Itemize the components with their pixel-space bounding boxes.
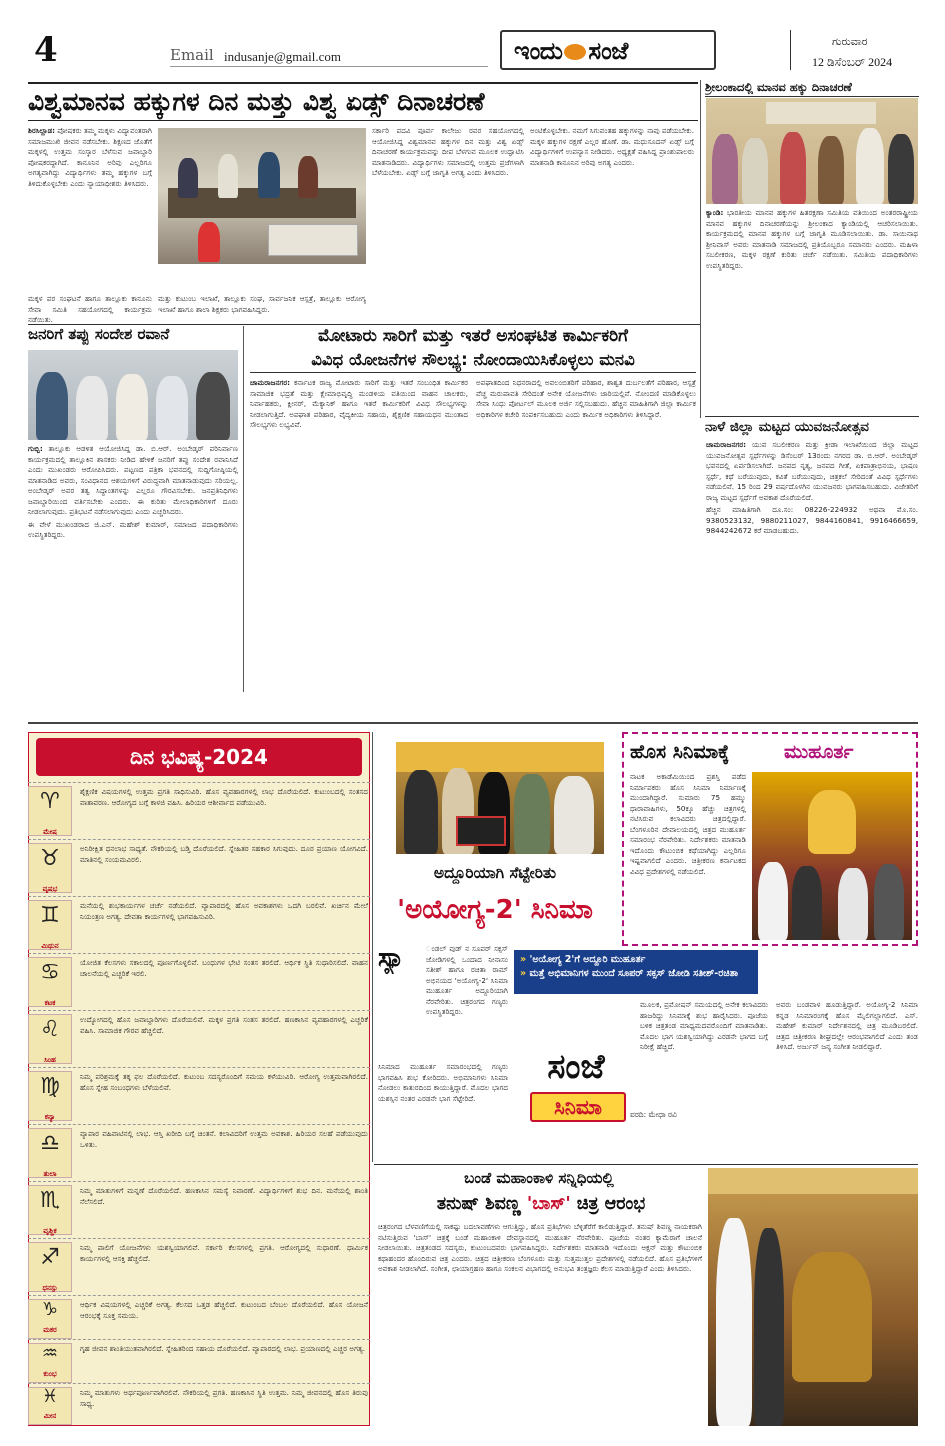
workers-dateline: ಚಾಮರಾಜನಗರ:	[250, 378, 291, 387]
workers-col1	[250, 378, 468, 692]
boss-photo	[708, 1168, 918, 1426]
col-divider-right	[700, 80, 701, 418]
page-number: 4	[34, 30, 58, 70]
ayogya-col1b: ಸಿನಿಮಾದ ಮುಹೂರ್ತ ಸಮಾರಂಭದಲ್ಲಿ ಗಣ್ಯರು ಭಾಗವಹಿಸಿ ಶುಭ ಕೋರಿದರು. ಅಭಿಮಾನಿಗಳು ಸಿನಿಮಾ ನೋಡಲು ಕಾತುರದಿಂದ ಕಾಯುತ್ತಿದ್ದಾರೆ. ಮೊದಲ ಭಾಗದ ಯಶಸ್ಸಿನ ನಂತರ ಎರಡನೇ ಭಾಗ ಸೆಟ್ಟೇರಿದೆ.	[378, 1062, 508, 1103]
srilanka-photo	[706, 98, 918, 204]
sign-name: ವೃಶ್ಚಿಕ	[43, 1227, 57, 1235]
sign-name: ಕಟಕ	[44, 999, 56, 1007]
page-mid-rule	[28, 722, 918, 724]
sign-name: ಮಿಥುನ	[41, 942, 59, 950]
ayogya-col2: ಮೂಲಕ, ಪ್ರಮೋಷನ್ ಸಮಯದಲ್ಲಿ ಅನೇಕ ಕಲಾವಿದರು ಹಾಜರಿದ್ದು ಸಿನಿಮಾಕ್ಕೆ ಶುಭ ಹಾರೈಸಿದರು. ಪೂಜೆಯ ಬಳಿಕ ಚಿತ್ರತಂಡ ಮಾಧ್ಯಮದವರೊಂದಿಗೆ ಮಾತನಾಡಿತು. ಮೊದಲ ಭಾಗ ಯಶಸ್ವಿಯಾಗಿದ್ದು ಎರಡನೇ ಭಾಗದ ಬಗ್ಗೆ ನಿರೀಕ್ಷೆ ಹೆಚ್ಚಿದೆ.	[640, 1000, 768, 1051]
newfilm-photo	[752, 772, 912, 940]
photo-banner	[766, 102, 876, 124]
sign-text: ಮನೆಯಲ್ಲಿ ಶುಭಕಾರ್ಯಗಳ ಚರ್ಚೆ ನಡೆಯಲಿದೆ. ವ್ಯಾಪಾರದಲ್ಲಿ ಹೊಸ ಅವಕಾಶಗಳು ಒದಗಿ ಬರಲಿವೆ. ಖರ್ಚಿನ ಮೇಲೆ ನಿಯಂತ್ರಣ ಅಗತ್ಯ. ದೇವತಾ ಕಾರ್ಯಗಳಲ್ಲಿ ಭಾಗವಹಿಸುವಿರಿ.	[80, 901, 368, 921]
sign-name: ತುಲಾ	[43, 1170, 57, 1178]
sign-row-4	[28, 1010, 370, 1067]
workers-headline-2: ವಿವಿಧ ಯೋಜನೆಗಳ ಸೌಲಭ್ಯ: ನೋಂದಾಯಿಸಿಕೊಳ್ಳಲು ಮನವಿ	[250, 348, 696, 373]
sign-row-5	[28, 1067, 370, 1124]
date-label: 12 ಡಿಸೆಂಬರ್ 2024	[812, 55, 893, 69]
sign-name: ಸಿಂಹ	[44, 1056, 56, 1064]
sign-text: ನಿಮ್ಮ ಮಾತುಗಳು ಅರ್ಥಪೂರ್ಣವಾಗಿರಲಿವೆ. ನೌಕರಿಯಲ್ಲಿ ಪ್ರಗತಿ. ಹಣಕಾಸಿನ ಸ್ಥಿತಿ ಉತ್ತಮ. ನಿಮ್ಮ ಜೀವನದಲ್ಲಿ ಹೊಸ ತಿರುವು ಸಾಧ್ಯ.	[80, 1388, 368, 1408]
story1-col2b: ಮತ್ತು ಕುಟುಂಬ ಇಲಾಖೆ, ತಾಲ್ಲೂಕು ಸಂಘ, ಸಾರ್ವಜನಿಕ ಆಸ್ಪತ್ರೆ, ತಾಲ್ಲೂಕು ಆರೋಗ್ಯ ಇಲಾಖೆ ಹಾಗೂ ಶಾಲಾ ಶಿಕ್ಷಕರು ಭಾಗವಹಿಸಿದ್ದರು.	[158, 294, 366, 314]
story1-col1b: ಮಕ್ಕಳ ಪರ ಸಂಘಟನೆ ಹಾಗೂ ತಾಲ್ಲೂಕು ಕಾನೂನು ಸೇವಾ ಸಮಿತಿ ಸಹಯೋಗದಲ್ಲಿ ಕಾರ್ಯಕ್ರಮ ನಡೆಯಿತು.	[28, 294, 152, 324]
ayogya-headline-small: ಅದ್ದೂರಿಯಾಗಿ ಸೆಟ್ಟೇರಿತು	[433, 864, 557, 882]
boss-headline-2a: ತನುಷ್ ಶಿವಣ್ಣ	[436, 1194, 521, 1214]
ayogya-headline-big: 'ಅಯೋಗ್ಯ-2' ಸಿನಿಮಾ	[397, 895, 593, 925]
story1-col1	[28, 126, 152, 294]
email-address[interactable]: indusanje@gmail.com	[224, 49, 342, 64]
story1-dateline: ಶಿರಸಿಲ್ಲಾಡ:	[28, 126, 56, 135]
boss-body: ಚಿತ್ರರಂಗದ ಬೆಳವಣಿಗೆಯಲ್ಲಿ ಸಾಕಷ್ಟು ಬದಲಾವಣೆಗಳು ಆಗುತ್ತಿದ್ದು, ಹೊಸ ಪ್ರತಿಭೆಗಳು ಬೆಳ್ಳಿತೆರೆಗೆ ಕಾಲಿಡುತ್ತಿದ್ದಾರೆ. ತನುಷ್ ಶಿವಣ್ಣ ನಾಯಕರಾಗಿ ನಟಿಸುತ್ತಿರುವ 'ಬಾಸ್' ಚಿತ್ರಕ್ಕೆ ಬಂಡೆ ಮಹಾಂಕಾಳಿ ದೇವಸ್ಥಾನದಲ್ಲಿ ಮುಹೂರ್ತ ನೆರವೇರಿತು. ಪೂಜೆಯ ನಂತರ ಕ್ಯಾಮೆರಾಗೆ ಚಾಲನೆ ನೀಡಲಾಯಿತು. ಚಿತ್ರತಂಡದ ಸದಸ್ಯರು, ಕುಟುಂಬದವರು ಭಾಗವಹಿಸಿದ್ದರು. ನಿರ್ದೇಶಕರು ಮಾತನಾಡಿ ಇದೊಂದು ಆಕ್ಷನ್ ಮತ್ತು ಕೌಟುಂಬಿಕ ಕಥಾಹಂದರ ಹೊಂದಿರುವ ಚಿತ್ರ ಎಂದರು. ಚಿತ್ರದ ಚಿತ್ರೀಕರಣ ಬೆಂಗಳೂರು ಮತ್ತು ಸುತ್ತಮುತ್ತಲ ಪ್ರದೇಶಗಳಲ್ಲಿ ನಡೆಯಲಿದೆ. ಹೊಸ ಪ್ರತಿಭೆಗಳಿಗೆ ಅವಕಾಶ ನೀಡಲಾಗಿದೆ. ಸಂಗೀತ, ಛಾಯಾಗ್ರಹಣ ಹಾಗೂ ಸಂಕಲನ ವಿಭಾಗದಲ್ಲಿ ಅನುಭವಿ ತಂತ್ರಜ್ಞರು ಕೆಲಸ ಮಾಡುತ್ತಿದ್ದಾರೆ ಎಂದು ತಿಳಿಸಿದರು.	[378, 1222, 702, 1273]
sign-row-9	[28, 1295, 370, 1339]
col-divider-bottom	[372, 732, 373, 1162]
sign-text: ಆರ್ಥಿಕ ವಿಷಯಗಳಲ್ಲಿ ಎಚ್ಚರಿಕೆ ಅಗತ್ಯ. ಕೆಲಸದ ಒತ್ತಡ ಹೆಚ್ಚಲಿದೆ. ಕುಟುಂಬದ ಬೆಂಬಲ ದೊರೆಯಲಿದೆ. ಹೊಸ ಯೋಜನೆ ಆರಂಭಕ್ಕೆ ಸೂಕ್ತ ಸಮಯ.	[80, 1300, 368, 1320]
sign-text: ನಿಮ್ಮ ಪಾಲಿಗೆ ಯೋಜನೆಗಳು ಯಶಸ್ವಿಯಾಗಲಿವೆ. ಸರ್ಕಾರಿ ಕೆಲಸಗಳಲ್ಲಿ ಪ್ರಗತಿ. ಆರೋಗ್ಯದಲ್ಲಿ ಸುಧಾರಣೆ. ಧಾರ್ಮಿಕ ಕಾರ್ಯಗಳಲ್ಲಿ ಆಸಕ್ತಿ ಹೆಚ್ಚಲಿದೆ.	[80, 1243, 368, 1263]
sign-text: ಶೈಕ್ಷಣಿಕ ವಿಷಯಗಳಲ್ಲಿ ಉತ್ತಮ ಪ್ರಗತಿ ಸಾಧಿಸುವಿರಿ. ಹೊಸ ವ್ಯವಹಾರಗಳಲ್ಲಿ ಲಾಭ ದೊರೆಯಲಿದೆ. ಕುಟುಂಬದಲ್ಲಿ ಸಂತಸದ ವಾತಾವರಣ. ಆರೋಗ್ಯದ ಬಗ್ಗೆ ಕಾಳಜಿ ವಹಿಸಿ. ಹಿರಿಯರ ಆಶೀರ್ವಾದ ಪಡೆಯುವಿರಿ.	[80, 787, 368, 807]
sun-logo-icon	[564, 44, 586, 60]
sign-name: ಧನಸ್ಸು	[42, 1284, 58, 1292]
story1-photo	[158, 128, 366, 264]
youthfest-dateline: ಚಾಮರಾಜನಗರ:	[706, 440, 747, 449]
col-divider-left	[243, 326, 244, 692]
ayogya-box1: 'ಅಯೋಗ್ಯ 2'ಗೆ ಅದ್ದೂರಿ ಮುಹೂರ್ತ	[529, 954, 646, 965]
sign-text: ಯೋಜಿತ ಕೆಲಸಗಳು ಸಕಾಲದಲ್ಲಿ ಪೂರ್ಣಗೊಳ್ಳಲಿವೆ. ಬಂಧುಗಳ ಭೇಟಿ ಸಂತಸ ತರಲಿದೆ. ಆರ್ಥಿಕ ಸ್ಥಿತಿ ಸುಧಾರಿಸಲಿದೆ. ವಾಹನ ಚಾಲನೆಯಲ್ಲಿ ಎಚ್ಚರಿಕೆ ಇರಲಿ.	[80, 958, 368, 978]
ayogya-box-line2: » ಮತ್ತೆ ಅಭಿಮಾನಿಗಳ ಮುಂದೆ ಸೂಪರ್ ಸಕ್ಸಸ್ ಜೋಡಿ ಸತೀಶ್-ರಚಿತಾ	[520, 968, 738, 979]
sign-row-6	[28, 1124, 370, 1181]
story1-col1-text: ಪೋಷಕರು ತಮ್ಮ ಮಕ್ಕಳು ವಿದ್ಯಾವಂತರಾಗಿ ಸಮಾಜಮುಖಿ ಜೀವನ ನಡೆಸಬೇಕು. ಶಿಕ್ಷಣದ ಜೊತೆಗೆ ಮಕ್ಕಳಲ್ಲಿ ಉತ್ತಮ ಸಂಸ್ಕಾರ ಬೆಳೆಸುವ ಜವಾಬ್ದಾರಿ ಪೋಷಕರದ್ದಾಗಿದೆ. ಕಾನೂನಿನ ಅರಿವು ಎಲ್ಲರಿಗೂ ಅಗತ್ಯವಾಗಿದ್ದು ವಿದ್ಯಾರ್ಥಿಗಳು ತಮ್ಮ ಹಕ್ಕುಗಳ ಬಗ್ಗೆ ತಿಳಿದುಕೊಳ್ಳಬೇಕು ಎಂದು ನ್ಯಾಯಾಧೀಶರು ತಿಳಿಸಿದರು.	[28, 126, 152, 188]
sign-row-8	[28, 1238, 370, 1295]
boss-headline-2b: 'ಬಾಸ್'	[526, 1194, 571, 1214]
srilanka-headline: ಶ್ರೀಲಂಕಾದಲ್ಲಿ ಮಾನವ ಹಕ್ಕು ದಿನಾಚರಣೆ	[705, 78, 919, 97]
youthfest-contact: ಹೆಚ್ಚಿನ ಮಾಹಿತಿಗಾಗಿ ದೂ.ಸಂ: 08226-224932 ಅಥವಾ ಮೊ.ಸಂ. 9380523132, 9880211027, 9844160841, 9916466659, 9844242672 ಕರೆ ಮಾಡಬಹುದು.	[706, 505, 918, 535]
workers-headline-1: ಮೋಟಾರು ಸಾರಿಗೆ ಮತ್ತು ಇತರೆ ಅಸಂಘಟಿತ ಕಾರ್ಮಿಕರಿಗೆ	[318, 326, 628, 346]
header-divider	[790, 30, 791, 70]
sign-scorpio-icon: ♏	[40, 1188, 60, 1213]
sign-pisces-icon: ♓	[41, 1386, 59, 1407]
boss-headline-1: ಬಂಡೆ ಮಹಾಂಕಾಳಿ ಸನ್ನಿಧಿಯಲ್ಲಿ	[464, 1169, 614, 1187]
wrongmsg-body	[28, 444, 238, 694]
ayogya-col1: ಂಡಲ್ ವುಡ್ ನ ಸೂಪರ್ ಸಕ್ಸಸ್ ಜೋಡಿಗಳಲ್ಲಿ ಒಂದಾದ ನೀನಾಸಂ ಸತೀಶ್ ಹಾಗೂ ರಚಿತಾ ರಾಮ್ ಅಭಿನಯದ 'ಅಯೋಗ್ಯ-2' ಸಿನಿಮಾ ಮುಹೂರ್ತ ಅದ್ದೂರಿಯಾಗಿ ನೆರವೇರಿತು. ಚಿತ್ರರಂಗದ ಗಣ್ಯರು ಉಪಸ್ಥಿತರಿದ್ದರು.	[426, 944, 508, 1016]
sign-libra-icon: ♎	[40, 1131, 60, 1156]
sign-name: ಮಕರ	[43, 1326, 57, 1334]
workers-col2: ಅಪಘಾತದಿಂದ ನಿಧನರಾದಲ್ಲಿ ಅವಲಂಬಿತರಿಗೆ ಪರಿಹಾರ, ಶಾಶ್ವತ ದುರ್ಬಲತೆಗೆ ಪರಿಹಾರ, ಆಸ್ಪತ್ರೆ ವೆಚ್ಚ ಮರುಪಾವತಿ ಸೇರಿದಂತೆ ಅನೇಕ ಯೋಜನೆಗಳು ಜಾರಿಯಲ್ಲಿವೆ. ನೋಂದಣಿ ಮಾಡಿಕೊಳ್ಳಲು ಸೇವಾ ಸಿಂಧು ಪೋರ್ಟಲ್ ಮೂಲಕ ಅರ್ಜಿ ಸಲ್ಲಿಸಬಹುದು. ಹೆಚ್ಚಿನ ಮಾಹಿತಿಗಾಗಿ ಜಿಲ್ಲಾ ಕಾರ್ಮಿಕ ಅಧಿಕಾರಿಗಳ ಕಚೇರಿ ಸಂಪರ್ಕಿಸಬಹುದು ಎಂದು ಕಾರ್ಮಿಕ ಅಧಿಕಾರಿಗಳು ತಿಳಿಸಿದ್ದಾರೆ.	[476, 378, 696, 419]
sign-text: ನಿಮ್ಮ ಮಾತುಗಳಿಗೆ ಮನ್ನಣೆ ದೊರೆಯಲಿದೆ. ಹಣಕಾಸಿನ ಸಮಸ್ಯೆ ನಿವಾರಣೆ. ವಿದ್ಯಾರ್ಥಿಗಳಿಗೆ ಶುಭ ದಿನ. ಮನೆಯಲ್ಲಿ ಶಾಂತಿ ನೆಲೆಸಲಿದೆ.	[80, 1186, 368, 1206]
sanje-logo-top: ಸಂಜೆ	[547, 1047, 605, 1087]
srilanka-dateline: ಕ್ಯಾಂಡಿ:	[706, 208, 724, 217]
ayogya-photo	[396, 742, 604, 854]
sign-row-0	[28, 782, 370, 839]
sign-row-1	[28, 839, 370, 896]
section-rule-boss	[374, 1164, 918, 1165]
sign-row-3	[28, 953, 370, 1010]
ayogya-col3: ಅವರು ಬಂಡವಾಳ ಹೂಡುತ್ತಿದ್ದಾರೆ. ಅಯೋಗ್ಯ-2 ಸಿನಿಮಾ ಕನ್ನಡ ಸಿನಿಮಾರಂಗಕ್ಕೆ ಹೊಸ ಮೈಲಿಗಲ್ಲಾಗಲಿದೆ. ಎಸ್. ಮಹೇಶ್ ಕುಮಾರ್ ನಿರ್ದೇಶನದಲ್ಲಿ ಚಿತ್ರ ಮೂಡಿಬರಲಿದೆ. ಚಿತ್ರದ ಚಿತ್ರೀಕರಣ ಶೀಘ್ರದಲ್ಲೇ ಆರಂಭವಾಗಲಿದೆ ಎಂದು ತಂಡ ತಿಳಿಸಿದೆ. ಅರ್ಜುನ್ ಜನ್ಯ ಸಂಗೀತ ನೀಡಲಿದ್ದಾರೆ.	[776, 1000, 918, 1051]
youthfest-body	[706, 440, 918, 692]
email-label: Email	[170, 46, 214, 64]
sign-capricorn-icon: ♑	[41, 1299, 59, 1320]
wrongmsg-photo	[28, 350, 238, 440]
sign-text: ಗೃಹ ಜೀವನ ಶಾಂತಿಯುತವಾಗಿರಲಿದೆ. ಸ್ನೇಹಿತರಿಂದ ಸಹಾಯ ದೊರೆಯಲಿದೆ. ವ್ಯಾಪಾರದಲ್ಲಿ ಲಾಭ. ಪ್ರಯಾಣದಲ್ಲಿ ಎಚ್ಚರ ಅಗತ್ಯ.	[80, 1344, 366, 1353]
sign-cancer-icon: ♋	[40, 960, 60, 985]
sign-text: ವ್ಯಾಪಾರ ವಹಿವಾಟಿನಲ್ಲಿ ಲಾಭ. ಆಸ್ತಿ ಖರೀದಿ ಬಗ್ಗೆ ಚಿಂತನೆ. ಕಲಾವಿದರಿಗೆ ಉತ್ತಮ ಅವಕಾಶ. ಹಿರಿಯರ ಸಲಹೆ ಪಡೆಯುವುದು ಒಳಿತು.	[80, 1129, 368, 1149]
youthfest-headline: ನಾಳೆ ಜಿಲ್ಲಾ ಮಟ್ಟದ ಯುವಜನೋತ್ಸವ	[705, 416, 919, 437]
newfilm-headline-1: ಹೊಸ ಸಿನಿಮಾಕ್ಕೆ	[630, 741, 730, 763]
sign-name: ಮೇಷ	[43, 828, 57, 836]
wrongmsg-dateline: ಗುಬ್ಬಿ:	[28, 444, 43, 453]
youthfest-text: ಯುವ ಸಬಲೀಕರಣ ಮತ್ತು ಕ್ರೀಡಾ ಇಲಾಖೆಯಿಂದ ಜಿಲ್ಲಾ ಮಟ್ಟದ ಯುವಜನೋತ್ಸವ ಸ್ಪರ್ಧೆಗಳನ್ನು ಡಿಸೆಂಬರ್ 13ರಂದು ನಗರದ ಡಾ. ಬಿ.ಆರ್. ಅಂಬೇಡ್ಕರ್ ಭವನದಲ್ಲಿ ಏರ್ಪಡಿಸಲಾಗಿದೆ. ಜನಪದ ನೃತ್ಯ, ಜನಪದ ಗೀತೆ, ಏಕಪಾತ್ರಾಭಿನಯ, ಭಾಷಣ ಸ್ಪರ್ಧೆ, ಕಥೆ ಬರೆಯುವುದು, ಕವಿತೆ ಬರೆಯುವುದು, ಚಿತ್ರಕಲೆ ಸೇರಿದಂತೆ ವಿವಿಧ ಸ್ಪರ್ಧೆಗಳು ನಡೆಯಲಿವೆ. 15 ರಿಂದ 29 ವರ್ಷದೊಳಗಿನ ಯುವಜನರು ಭಾಗವಹಿಸಬಹುದು. ವಿಜೇತರಿಗೆ ರಾಜ್ಯ ಮಟ್ಟದ ಸ್ಪರ್ಧೆಗೆ ಅವಕಾಶ ದೊರೆಯಲಿದೆ.	[706, 440, 918, 502]
newfilm-body: ನಾಟಕ ಅಕಾಡೆಮಿಯಿಂದ ಪ್ರಶಸ್ತಿ ಪಡೆದ ನಿರ್ಮಾಪಕರು ಹೊಸ ಸಿನಿಮಾ ನಿರ್ಮಾಣಕ್ಕೆ ಮುಂದಾಗಿದ್ದಾರೆ. ಸುಮಾರು 75 ಹಮ್ಮು ಧಾರಾವಾಹಿಗಳು, 50ಕ್ಕೂ ಹೆಚ್ಚು ಚಿತ್ರಗಳಲ್ಲಿ ನಟಿಸಿರುವ ಕಲಾವಿದರು ಚಿತ್ರದಲ್ಲಿದ್ದಾರೆ. ಬೆಂಗಳೂರಿನ ದೇವಾಲಯದಲ್ಲಿ ಚಿತ್ರದ ಮುಹೂರ್ತ ಸಮಾರಂಭ ನೆರವೇರಿತು. ನಿರ್ದೇಶಕರು ಮಾತನಾಡಿ ಇದೊಂದು ಕೌಟುಂಬಿಕ ಕಥೆಯಾಗಿದ್ದು ಎಲ್ಲರಿಗೂ ಇಷ್ಟವಾಗಲಿದೆ ಎಂದರು. ಚಿತ್ರೀಕರಣ ಕರ್ನಾಟಕದ ವಿವಿಧ ಪ್ರದೇಶಗಳಲ್ಲಿ ನಡೆಯಲಿದೆ.	[630, 772, 746, 876]
srilanka-body	[706, 208, 918, 316]
sign-row-7	[28, 1181, 370, 1238]
sign-text: ಉದ್ಯೋಗದಲ್ಲಿ ಹೊಸ ಜವಾಬ್ದಾರಿಗಳು ದೊರೆಯಲಿವೆ. ಮಕ್ಕಳ ಪ್ರಗತಿ ಸಂತಸ ತರಲಿದೆ. ಹಣಕಾಸಿನ ವ್ಯವಹಾರಗಳಲ್ಲಿ ಎಚ್ಚರಿಕೆ ವಹಿಸಿ. ಸಾಮಾಜಿಕ ಗೌರವ ಹೆಚ್ಚಲಿದೆ.	[80, 1015, 368, 1035]
sign-sagittarius-icon: ♐	[40, 1245, 60, 1270]
masthead	[514, 37, 628, 65]
boss-headline-2	[378, 1190, 704, 1218]
sign-text: ನಿಮ್ಮ ಪರಿಶ್ರಮಕ್ಕೆ ತಕ್ಕ ಫಲ ದೊರೆಯಲಿದೆ. ಕುಟುಂಬ ಸದಸ್ಯರೊಂದಿಗೆ ಸಮಯ ಕಳೆಯುವಿರಿ. ಆರೋಗ್ಯ ಉತ್ತಮವಾಗಿರಲಿದೆ. ಹೊಸ ಸ್ನೇಹ ಸಂಬಂಧಗಳು ಬೆಳೆಯಲಿವೆ.	[80, 1072, 368, 1092]
wrongmsg-text2: ಈ ವೇಳೆ ಮುಖಂಡರಾದ ಜಿ.ಎನ್. ಮಹೇಶ್ ಕುಮಾರ್, ಸಮಾಜದ ಪದಾಧಿಕಾರಿಗಳು ಉಪಸ್ಥಿತರಿದ್ದರು.	[28, 519, 238, 539]
ayogya-dropcap: ಸ್ಯಾ	[378, 943, 405, 973]
ayogya-box-line1: » 'ಅಯೋಗ್ಯ 2'ಗೆ ಅದ್ದೂರಿ ಮುಹೂರ್ತ	[520, 954, 646, 965]
header-underline	[170, 66, 488, 67]
srilanka-text: ಭಾರತೀಯ ಮಾನವ ಹಕ್ಕುಗಳ ಹಿತರಕ್ಷಣಾ ಸಮಿತಿಯ ವತಿಯಿಂದ ಅಂತರರಾಷ್ಟ್ರೀಯ ಮಾನವ ಹಕ್ಕುಗಳ ದಿನಾಚರಣೆಯನ್ನು ಶ್ರೀಲಂಕಾದ ಕ್ಯಾಂಡಿಯಲ್ಲಿ ಆಚರಿಸಲಾಯಿತು. ಕಾರ್ಯಕ್ರಮದಲ್ಲಿ ಮಾನವ ಹಕ್ಕುಗಳ ಬಗ್ಗೆ ಜಾಗೃತಿ ಮೂಡಿಸಲಾಯಿತು. ಡಾ. ಸಾಯಿನಾಥ ಶ್ರೀನಿವಾಸ್ ಅವರು ಮಾತನಾಡಿ ಸಮಾಜದಲ್ಲಿ ಪ್ರತಿಯೊಬ್ಬರೂ ಸಮಾನರು ಎಂದರು. ಮಹಿಳಾ ಸಬಲೀಕರಣ, ಮಕ್ಕಳ ರಕ್ಷಣೆ ಕುರಿತು ಚರ್ಚೆ ನಡೆಯಿತು. ಸಮಿತಿಯ ಪದಾಧಿಕಾರಿಗಳು ಉಪಸ್ಥಿತರಿದ್ದರು.	[706, 208, 918, 270]
sign-name: ಕನ್ಯಾ	[44, 1113, 56, 1121]
sanje-logo-bottom: ಸಿನಿಮಾ	[554, 1095, 602, 1119]
sign-aries-icon: ♈	[40, 789, 60, 814]
deity-icon	[792, 1252, 872, 1382]
sign-name: ವೃಷಭ	[42, 885, 58, 893]
sign-name: ಕುಂಭ	[43, 1370, 57, 1378]
masthead-left: ಇಂದು	[514, 37, 563, 65]
sign-row-10	[28, 1339, 370, 1383]
clapboard-icon	[456, 816, 506, 846]
story1-col3: ಸರ್ಕಾರಿ ಪದವಿ ಪೂರ್ವ ಕಾಲೇಜು ರವರ ಸಹಯೋಗದಲ್ಲಿ ಆಯೋಜಿಸಿದ್ದ ವಿಶ್ವಮಾನವ ಹಕ್ಕುಗಳ ದಿನ ಮತ್ತು ವಿಶ್ವ ಏಡ್ಸ್ ದಿನಾಚರಣೆ ಕಾರ್ಯಕ್ರಮವನ್ನು ದೀಪ ಬೆಳಗುವ ಮೂಲಕ ಉದ್ಘಾಟಿಸಿ ಮಾತನಾಡಿದರು. ವಿದ್ಯಾರ್ಥಿಗಳು ಸಮಾಜದಲ್ಲಿ ಉತ್ತಮ ಪ್ರಜೆಗಳಾಗಿ ಬೆಳೆಯಬೇಕು. ಏಡ್ಸ್ ಬಗ್ಗೆ ಜಾಗೃತಿ ಅಗತ್ಯ ಎಂದು ತಿಳಿಸಿದರು.	[372, 126, 524, 177]
wrongmsg-headline: ಜನರಿಗೆ ತಪ್ಪು ಸಂದೇಶ ರವಾನೆ	[28, 325, 170, 343]
newfilm-headline-2: ಮುಹೂರ್ತ	[784, 741, 854, 763]
story1-col4: ಅಂಟಿಕೊಳ್ಳಬೇಕು. ನಮಗೆ ಸಿಗುವಂತಹ ಹಕ್ಕುಗಳನ್ನು ನಾವು ಪಡೆಯಬೇಕು. ಮಕ್ಕಳ ಹಕ್ಕುಗಳ ರಕ್ಷಣೆ ಎಲ್ಲರ ಹೊಣೆ. ಡಾ. ಮಧುಸೂದನ್ ಏಡ್ಸ್ ಬಗ್ಗೆ ವಿದ್ಯಾರ್ಥಿಗಳಿಗೆ ಉಪನ್ಯಾಸ ನೀಡಿದರು. ಅಧ್ಯಕ್ಷತೆ ವಹಿಸಿದ್ದ ಪ್ರಾಂಶುಪಾಲರು ಮಾತನಾಡಿ ಕಾನೂನಿನ ಅರಿವು ಅಗತ್ಯ ಎಂದರು.	[530, 126, 694, 167]
sign-leo-icon: ♌	[40, 1017, 60, 1042]
sign-row-11	[28, 1383, 370, 1425]
story1-headline: ವಿಶ್ವಮಾನವ ಹಕ್ಕುಗಳ ದಿನ ಮತ್ತು ವಿಶ್ವ ಏಡ್ಸ್ ದಿನಾಚರಣೆ	[28, 82, 698, 121]
ayogya-box2: ಮತ್ತೆ ಅಭಿಮಾನಿಗಳ ಮುಂದೆ ಸೂಪರ್ ಸಕ್ಸಸ್ ಜೋಡಿ ಸತೀಶ್-ರಚಿತಾ	[529, 968, 738, 979]
sign-row-2	[28, 896, 370, 953]
horoscope-title: ದಿನ ಭವಿಷ್ಯ-2024	[130, 745, 268, 769]
sign-name: ಮೀನ	[43, 1412, 57, 1420]
boss-headline-2c: ಚಿತ್ರ ಆರಂಭ	[576, 1194, 646, 1214]
photo-banner	[268, 224, 358, 256]
sign-taurus-icon: ♉	[40, 846, 60, 871]
deity-icon	[808, 790, 856, 854]
sign-virgo-icon: ♍	[40, 1074, 60, 1099]
sign-gemini-icon: ♊	[40, 903, 60, 928]
sign-text: ಅನಿರೀಕ್ಷಿತ ಧನಲಾಭ ಸಾಧ್ಯತೆ. ನೌಕರಿಯಲ್ಲಿ ಬಡ್ತಿ ದೊರೆಯಲಿದೆ. ಸ್ನೇಹಿತರ ಸಹಕಾರ ಸಿಗುವುದು. ದೂರ ಪ್ರಯಾಣ ಯೋಗವಿದೆ. ಮಾತಿನಲ್ಲಿ ಸಂಯಮವಿರಲಿ.	[80, 844, 368, 864]
workers-col1-text: ಕರ್ನಾಟಕ ರಾಜ್ಯ ಮೋಟಾರು ಸಾರಿಗೆ ಮತ್ತು ಇತರೆ ಸಂಬಂಧಿತ ಕಾರ್ಮಿಕರ ಸಾಮಾಜಿಕ ಭದ್ರತೆ ಮತ್ತು ಕ್ಷೇಮಾಭಿವೃದ್ಧಿ ಮಂಡಳಿಯ ವತಿಯಿಂದ ವಾಹನ ಚಾಲಕರು, ನಿರ್ವಾಹಕರು, ಕ್ಲೀನರ್, ಮೆಕ್ಯಾನಿಕ್ ಹಾಗೂ ಇತರೆ ಕಾರ್ಮಿಕರಿಗೆ ವಿವಿಧ ಸೌಲಭ್ಯಗಳನ್ನು ನೀಡಲಾಗುತ್ತಿದೆ. ಅಪಘಾತ ಪರಿಹಾರ, ವೈದ್ಯಕೀಯ ಸಹಾಯ, ಶೈಕ್ಷಣಿಕ ಸಹಾಯಧನ ಮುಂತಾದ ಸೌಲಭ್ಯಗಳು ಲಭ್ಯವಿವೆ.	[250, 378, 468, 429]
masthead-right: ಸಂಜೆ	[588, 37, 628, 65]
wrongmsg-text: ತಾಲ್ಲೂಕು ಆಡಳಿತ ಆಯೋಜಿಸಿದ್ದ ಡಾ. ಬಿ.ಆರ್. ಅಂಬೇಡ್ಕರ್ ಪರಿನಿರ್ವಾಣ ಕಾರ್ಯಕ್ರಮದಲ್ಲಿ ತಾಲ್ಲೂಕಿನ ಶಾಸಕರು ನೀಡಿದ ಹೇಳಿಕೆ ಜನರಿಗೆ ತಪ್ಪು ಸಂದೇಶ ರವಾನಿಸಿದೆ ಎಂದು ಮುಖಂಡರು ಆರೋಪಿಸಿದರು. ಪಟ್ಟಣದ ಪತ್ರಿಕಾ ಭವನದಲ್ಲಿ ಸುದ್ದಿಗೋಷ್ಠಿಯಲ್ಲಿ ಮಾತನಾಡಿದ ಅವರು, ಸಂವಿಧಾನದ ಆಶಯಗಳಿಗೆ ವಿರುದ್ಧವಾಗಿ ಮಾತನಾಡುವುದು ಸರಿಯಲ್ಲ. ಅಂಬೇಡ್ಕರ್ ಅವರ ತತ್ವ ಸಿದ್ಧಾಂತಗಳನ್ನು ಎಲ್ಲರೂ ಗೌರವಿಸಬೇಕು. ಜನಪ್ರತಿನಿಧಿಗಳು ಜವಾಬ್ದಾರಿಯಿಂದ ವರ್ತಿಸಬೇಕು ಎಂದರು. ಈ ಕುರಿತು ಮೇಲಾಧಿಕಾರಿಗಳಿಗೆ ದೂರು ನೀಡಲಾಗುವುದು. ಪ್ರತಿಭಟನೆ ನಡೆಸಲಾಗುವುದು ಎಂದು ಎಚ್ಚರಿಸಿದರು.	[28, 444, 238, 516]
day-label: ಗುರುವಾರ	[832, 35, 868, 48]
sanje-byline: ವರದಿ: ಮೇಧಾ ರವಿ	[630, 1110, 677, 1119]
sign-aquarius-icon: ♒	[41, 1343, 59, 1364]
